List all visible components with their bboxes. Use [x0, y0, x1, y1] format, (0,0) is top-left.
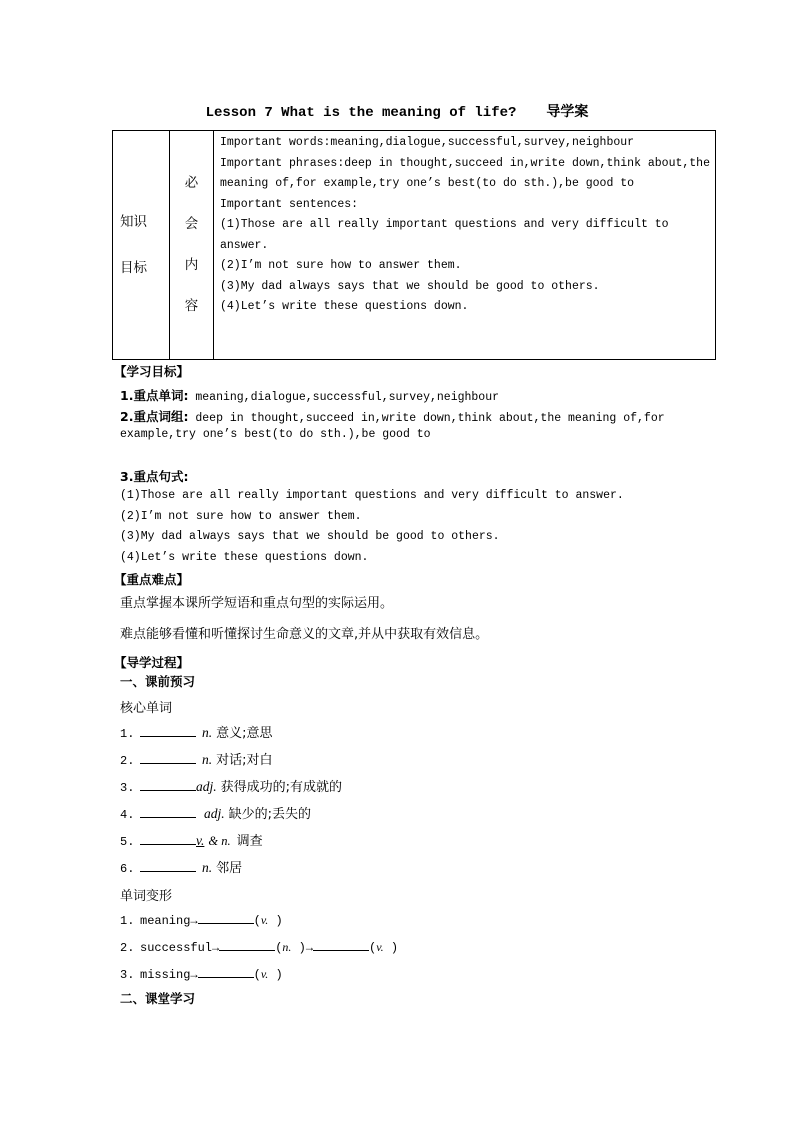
cell-text: 容 — [184, 298, 199, 314]
item-number: 6. — [120, 862, 135, 876]
section-preview-title: 一、课前预习 — [120, 674, 196, 689]
item-number: 1. — [120, 727, 135, 741]
content-line: (2)I’m not sure how to answer them. — [220, 259, 462, 272]
cell-text: 必 — [184, 175, 199, 191]
core-word-item — [120, 857, 242, 876]
item-number: 5. — [120, 835, 135, 849]
key-point-difficulty: 难点能够看懂和听懂探讨生命意义的文章,并从中获取有效信息。 — [120, 627, 489, 642]
core-word-item — [120, 749, 273, 768]
part-of-speech: v. — [196, 833, 205, 848]
part-of-speech-second: & n. — [208, 834, 231, 848]
section-classroom-title: 二、课堂学习 — [120, 991, 196, 1006]
transform-item: 1. meaning→ (v. ) — [120, 913, 283, 928]
target-part-of-speech: v. — [376, 940, 384, 954]
core-words-title: 核心单词 — [120, 701, 173, 716]
objectives-table — [112, 130, 716, 360]
item-number: 2. — [120, 754, 135, 768]
content-line: Important phrases:deep in thought,succeed in,write down,think about,the — [220, 156, 710, 170]
table-cell-knowledge-goal — [113, 131, 170, 360]
answer-blank[interactable] — [140, 860, 196, 872]
item-number: 3. — [120, 781, 135, 795]
answer-blank[interactable] — [140, 752, 196, 764]
answer-blank[interactable] — [140, 806, 196, 818]
content-line: (4)Let’s write these questions down. — [220, 300, 469, 313]
part-of-speech: n. — [202, 752, 213, 767]
answer-blank[interactable] — [140, 779, 196, 791]
table-cell-content — [214, 131, 716, 360]
content-line: Important sentences: — [220, 197, 359, 211]
part-of-speech: adj. — [204, 806, 225, 821]
key-points-header: 【重点难点】 — [114, 572, 190, 587]
key-point-focus: 重点掌握本课所学短语和重点句型的实际运用。 — [120, 596, 394, 611]
sentence-item: (2)I’m not sure how to answer them. — [120, 510, 362, 523]
part-of-speech: n. — [202, 860, 213, 875]
cell-text: 目标 — [120, 260, 147, 276]
content-line: (1)Those are all really important questions and very difficult to answer. — [220, 218, 669, 252]
word-meaning: 获得成功的;有成就的 — [220, 780, 343, 795]
key-phrases-label: 2.重点词组: — [120, 409, 189, 424]
answer-blank[interactable] — [219, 939, 275, 951]
source-word: successful→ — [140, 941, 220, 955]
content-line: meaning of,for example,try one’s best(to do sth.),be good to — [220, 177, 635, 190]
sentence-item: (4)Let’s write these questions down. — [120, 551, 369, 564]
source-word: meaning→ — [140, 914, 198, 928]
word-meaning: 邻居 — [216, 861, 243, 876]
core-word-item — [120, 776, 342, 795]
content-line: (3)My dad always says that we should be good to others. — [220, 279, 600, 293]
target-part-of-speech: v. — [260, 913, 269, 927]
core-word-item — [120, 803, 311, 822]
key-words: meaning,dialogue,successful,survey,neighbour — [195, 391, 500, 404]
cell-text: 知识 — [120, 214, 147, 230]
item-number: 2. — [120, 941, 135, 955]
item-number: 3. — [120, 968, 135, 982]
target-part-of-speech: n. — [282, 940, 292, 954]
key-phrases: deep in thought,succeed in,write down,think about,the meaning of,for — [195, 412, 665, 425]
key-words-label: 1.重点单词: — [120, 388, 189, 403]
word-meaning: 缺少的;丢失的 — [228, 807, 312, 822]
core-word-item — [120, 722, 273, 741]
learning-goals-header: 【学习目标】 — [114, 364, 190, 379]
title-english: Lesson 7 What is the meaning of life? — [205, 105, 517, 121]
core-word-item — [120, 830, 263, 849]
transform-item: 2. successful→ (n. )→ (v. ) — [120, 940, 399, 955]
page-title — [0, 101, 794, 121]
word-meaning: 对话;对白 — [216, 753, 273, 768]
item-number: 4. — [120, 808, 135, 822]
answer-blank[interactable] — [198, 966, 254, 978]
table-cell-must-know — [170, 131, 214, 360]
cell-text: 会 — [184, 216, 199, 232]
key-phrases-line — [120, 407, 665, 425]
content-line: Important words:meaning,dialogue,successful,survey,neighbour — [220, 136, 635, 149]
title-chinese: 导学案 — [546, 104, 589, 120]
answer-blank[interactable] — [140, 833, 196, 845]
process-header: 【导学过程】 — [114, 655, 190, 670]
part-of-speech: adj. — [196, 779, 217, 794]
key-sentences-label: 3.重点句式: — [120, 469, 189, 484]
word-meaning: 意义;意思 — [216, 726, 273, 741]
key-words-line — [120, 386, 499, 404]
cell-text: 内 — [184, 257, 199, 273]
source-word: missing→ — [140, 968, 198, 982]
answer-blank[interactable] — [313, 939, 369, 951]
word-transform-title: 单词变形 — [120, 889, 173, 904]
target-part-of-speech: v. — [260, 967, 269, 981]
word-meaning: 调查 — [236, 834, 263, 849]
transform-item: 3. missing→ (v. ) — [120, 967, 283, 982]
part-of-speech: n. — [202, 725, 213, 740]
item-number: 1. — [120, 914, 135, 928]
sentence-item: (3)My dad always says that we should be good to others. — [120, 530, 500, 543]
key-phrases-continued: example,try one’s best(to do sth.),be good to — [120, 428, 431, 441]
sentence-item: (1)Those are all really important questions and very difficult to answer. — [120, 489, 624, 502]
answer-blank[interactable] — [140, 725, 196, 737]
answer-blank[interactable] — [198, 912, 254, 924]
